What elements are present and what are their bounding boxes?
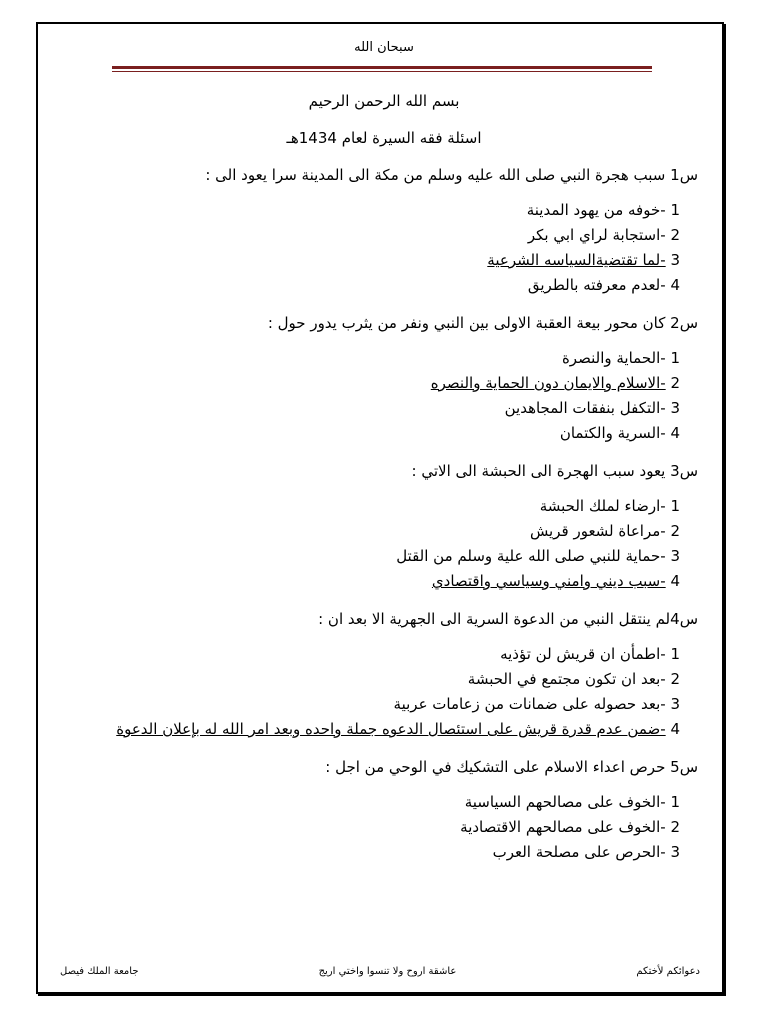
option-item — [78, 569, 680, 594]
options-list — [78, 198, 698, 298]
header-title: سبحان الله — [354, 40, 414, 55]
option-number: 1 — [670, 201, 680, 219]
option-number: 1 — [670, 349, 680, 367]
option-text: -بعد ان تكون مجتمع في الحبشة — [467, 670, 666, 688]
question-text: س4لم ينتقل النبي من الدعوة السرية الى الجهرية الا بعد ان : — [318, 610, 698, 628]
option-item — [78, 519, 680, 544]
option-number: 3 — [670, 843, 680, 861]
option-number: 1 — [670, 793, 680, 811]
footer-right-text: دعوائكم لأختكم — [636, 966, 700, 977]
option-text: -بعد حصوله على ضمانات من زعامات عربية — [393, 695, 666, 713]
options-list — [78, 346, 698, 446]
option-item — [78, 396, 680, 421]
option-text: -لعدم معرفته بالطريق — [527, 276, 666, 294]
option-text: -التكفل بنفقات المجاهدين — [504, 399, 666, 417]
option-text: -الخوف على مصالحهم السياسية — [464, 793, 666, 811]
option-text: -الحرص على مصلحة العرب — [492, 843, 666, 861]
options-list — [78, 642, 698, 742]
option-item — [78, 198, 680, 223]
option-text: -حماية للنبي صلى الله علية وسلم من القتل — [396, 547, 666, 565]
option-text: -الحماية والنصرة — [561, 349, 666, 367]
option-text: -خوفه من يهود المدينة — [526, 201, 666, 219]
option-item — [78, 421, 680, 446]
footer-center-text: عاشقة اروح ولا تنسوا واختي اريج — [318, 966, 457, 977]
options-list — [78, 494, 698, 594]
option-number: 4 — [670, 720, 680, 738]
option-item — [78, 692, 680, 717]
header-rule — [112, 66, 652, 73]
option-number: 2 — [670, 522, 680, 540]
option-item — [78, 642, 680, 667]
questions-list — [78, 164, 698, 879]
option-text: -مراعاة لشعور قريش — [529, 522, 666, 540]
option-text: -اطمأن ان قريش لن تؤذيه — [500, 645, 666, 663]
question-text: س3 يعود سبب الهجرة الى الحبشة الى الاتي : — [411, 462, 698, 480]
option-item — [78, 544, 680, 569]
option-item — [78, 248, 680, 273]
question-text: س1 سبب هجرة النبي صلى الله عليه وسلم من مكة الى المدينة سرا يعود الى : — [205, 166, 698, 184]
option-number: 2 — [670, 818, 680, 836]
question-text: س5 حرص اعداء الاسلام على التشكيك في الوحي من اجل : — [325, 758, 698, 776]
option-number: 2 — [670, 374, 680, 392]
option-number: 4 — [670, 572, 680, 590]
option-item — [78, 815, 680, 840]
option-item — [78, 273, 680, 298]
footer-left-text: جامعة الملك فيصل — [60, 966, 139, 977]
option-item — [78, 223, 680, 248]
option-item — [78, 840, 680, 865]
bismillah: بسم الله الرحمن الرحيم — [308, 92, 460, 110]
option-text: -ارضاء لملك الحبشة — [539, 497, 666, 515]
correct-option-text: -الاسلام والايمان دون الحماية والنصره — [430, 374, 666, 392]
correct-option-text: -ضمن عدم قدرة قريش على استئصال الدعوه جملة واحده وبعد امر الله له بإعلان الدعوة — [116, 720, 666, 738]
option-text: -السرية والكتمان — [559, 424, 666, 442]
options-list — [78, 790, 698, 865]
option-number: 1 — [670, 645, 680, 663]
option-number: 1 — [670, 497, 680, 515]
correct-option-text: -لما تقتضيةالسياسه الشرعية — [487, 251, 666, 269]
correct-option-text: -سبب ديني وامني وسياسي واقتصادي — [431, 572, 666, 590]
option-text: -الخوف على مصالحهم الاقتصادية — [460, 818, 666, 836]
option-number: 2 — [670, 226, 680, 244]
option-text: -استجابة لراي ابي بكر — [527, 226, 666, 244]
option-number: 2 — [670, 670, 680, 688]
option-number: 3 — [670, 695, 680, 713]
option-item — [78, 717, 680, 742]
document-subtitle: اسئلة فقه السيرة لعام 1434هـ — [286, 129, 482, 147]
option-item — [78, 371, 680, 396]
option-item — [78, 790, 680, 815]
option-number: 3 — [670, 251, 680, 269]
option-item — [78, 346, 680, 371]
option-number: 3 — [670, 399, 680, 417]
option-number: 4 — [670, 424, 680, 442]
option-number: 4 — [670, 276, 680, 294]
option-number: 3 — [670, 547, 680, 565]
question-text: س2 كان محور بيعة العقبة الاولى بين النبي ونفر من يثرب يدور حول : — [267, 314, 698, 332]
option-item — [78, 667, 680, 692]
option-item — [78, 494, 680, 519]
footer — [60, 966, 700, 977]
